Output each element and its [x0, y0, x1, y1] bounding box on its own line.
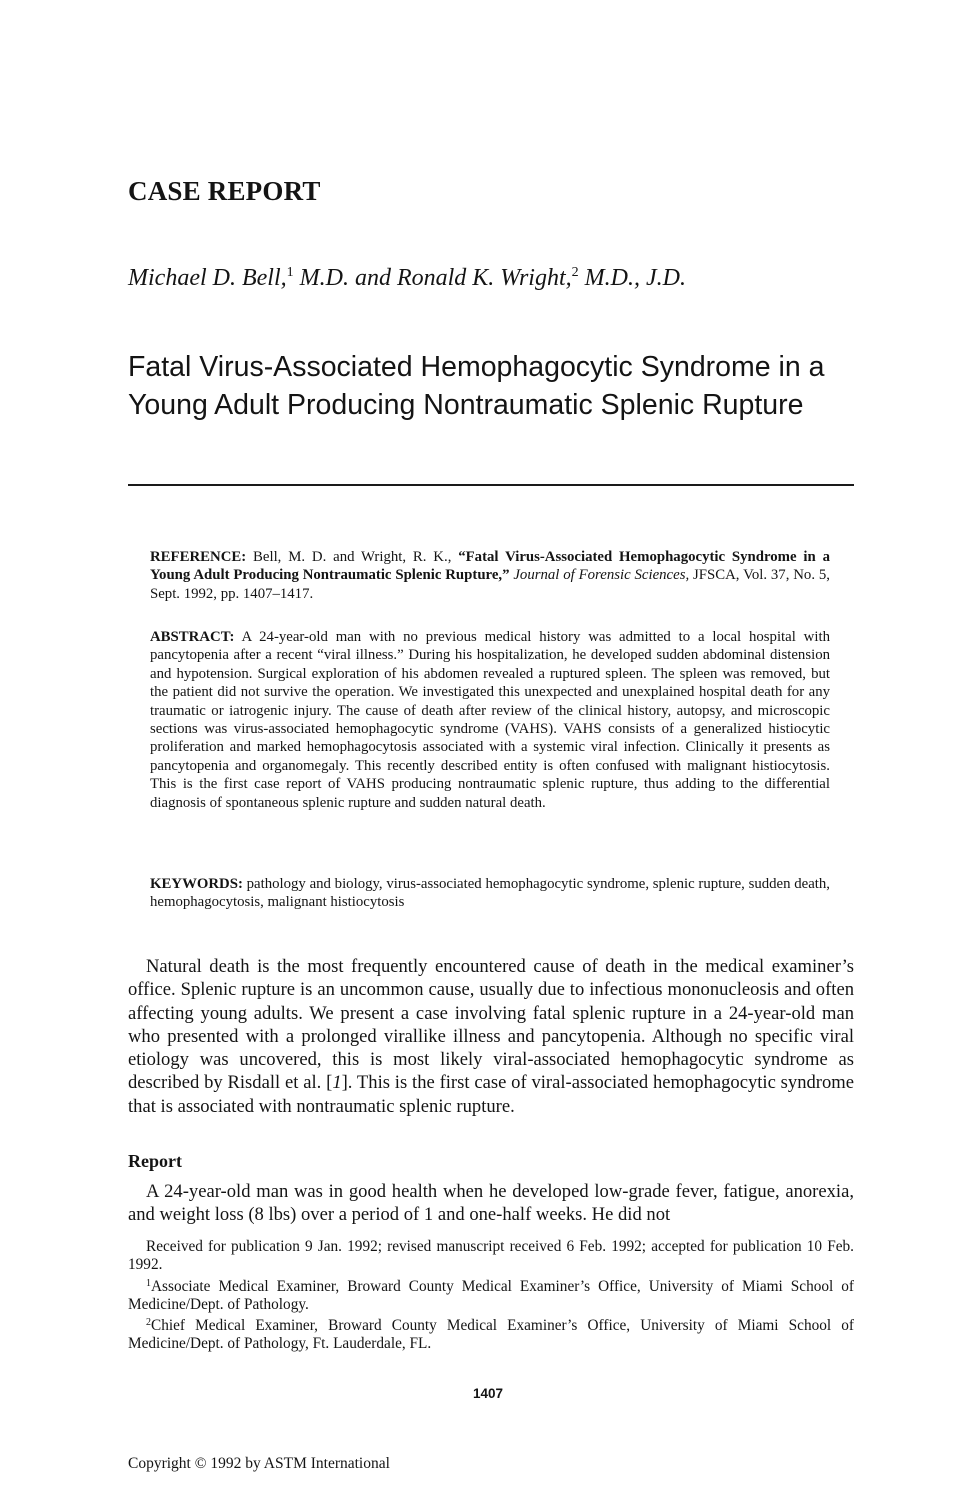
footnote-2: [128, 1314, 854, 1354]
article-title: [128, 348, 868, 424]
author-end: M.D., J.D.: [578, 265, 686, 291]
footnote-1-text: Associate Medical Examiner, Broward County Medical Examiner’s Office, University of Miami School of Medicine/Dept. of Pathology.: [128, 1277, 854, 1313]
keywords-text: pathology and biology, virus-associated hemophagocytic syndrome, splenic rupture, sudden death, hemophagocytosis, malignant histiocytosis: [150, 876, 830, 911]
keywords-block: [150, 875, 830, 912]
reference-block: [150, 548, 830, 603]
intro-paragraph: [128, 955, 854, 1118]
report-heading: Report: [128, 1151, 182, 1171]
author-mid: M.D. and Ronald K. Wright,: [293, 265, 572, 291]
report-text: A 24-year-old man was in good health when he developed low-grade fever, fatigue, anorexia, and weight loss (8 lbs) over a period of 1 and one-half weeks. He did not: [128, 1181, 854, 1226]
reference-authors: Bell, M. D. and Wright, R. K.,: [246, 549, 459, 565]
abstract-label: ABSTRACT:: [150, 629, 235, 645]
abstract-text: A 24-year-old man with no previous medical history was admitted to a local hospital with pancytopenia after a recent “viral illness.” During his hospitalization, he developed sudden abdominal distension and hypotension. Surgical exploration of his abdomen revealed a ruptured spleen. The spleen was removed, but the patient did not survive the operation. We investigated this unexpected and unexplained hospital death for any traumatic or iatrogenic injury. The cause of death after review of the clinical history, autopsy, and microscopic sections was virus-associated hemophagocytic syndrome (VAHS). VAHS consists of a generalized histiocytic proliferation and marked hemophagocytosis associated with a systemic viral infection. Clinically it presents as pancytopenia and organomegaly. This recently described entity is often confused with malignant histiocytosis. This is the first case report of VAHS producing nontraumatic splenic rupture, thus adding to the differential diagnosis of spontaneous splenic rupture and sudden natural death.: [150, 629, 830, 811]
footnote-1-mark: 1: [146, 1277, 151, 1289]
footnote-received: Received for publication 9 Jan. 1992; revised manuscript received 6 Feb. 1992; accepted for publication 10 Feb. 1992.: [128, 1238, 854, 1274]
copyright-notice: Copyright © 1992 by ASTM International: [128, 1455, 390, 1472]
reference-label: REFERENCE:: [150, 549, 247, 565]
author-1-name: Michael D. Bell,: [128, 265, 287, 291]
reference-details: JFSCA, Vol. 37, No. 5, Sept. 1992, pp. 1407–1417.: [150, 567, 830, 602]
title-line-1: Fatal Virus-Associated Hemophagocytic Syndrome in a: [128, 351, 825, 383]
author-line: [128, 265, 686, 292]
report-paragraph: [128, 1180, 854, 1227]
footnotes: [128, 1238, 854, 1354]
author-1-footnote-mark: 1: [286, 265, 294, 280]
keywords-label: KEYWORDS:: [150, 876, 243, 892]
footnote-2-mark: 2: [146, 1317, 151, 1329]
section-label: CASE REPORT: [128, 176, 321, 206]
author-2-footnote-mark: 2: [571, 265, 579, 280]
intro-text: Natural death is the most frequently encountered cause of death in the medical examiner’s office. Splenic rupture is an uncommon cause, usually due to infectious mononucleosis and often affecting young adults. We present a case involving fatal splenic rupture in a 24-year-old man who presented with a prolonged virallike illness and pancytopenia. Although no specific viral etiology was uncovered, this is most likely viral-associated hemophagocytic syndrome as described by Risdall et al. [: [128, 956, 854, 1094]
title-line-2: Young Adult Producing Nontraumatic Splenic Rupture: [128, 389, 804, 421]
abstract-block: [150, 628, 830, 812]
title-divider: [128, 484, 854, 486]
footnote-2-text: Chief Medical Examiner, Broward County Medical Examiner’s Office, University of Miami School of Medicine/Dept. of Pathology, Ft. Lauderdale, FL.: [128, 1317, 854, 1353]
reference-journal: Journal of Forensic Sciences,: [509, 567, 690, 584]
intro-text-end: ]. This is the first case of viral-associated hemophagocytic syndrome that is associated with nontraumatic splenic rupture.: [128, 1072, 854, 1117]
page-number: 1407: [472, 1386, 504, 1401]
citation-ref: 1: [332, 1072, 342, 1094]
footnote-1: [128, 1275, 854, 1315]
reference-title: “Fatal Virus-Associated Hemophagocytic Syndrome in a Young Adult Producing Nontraumatic Splenic Rupture,”: [150, 549, 830, 584]
